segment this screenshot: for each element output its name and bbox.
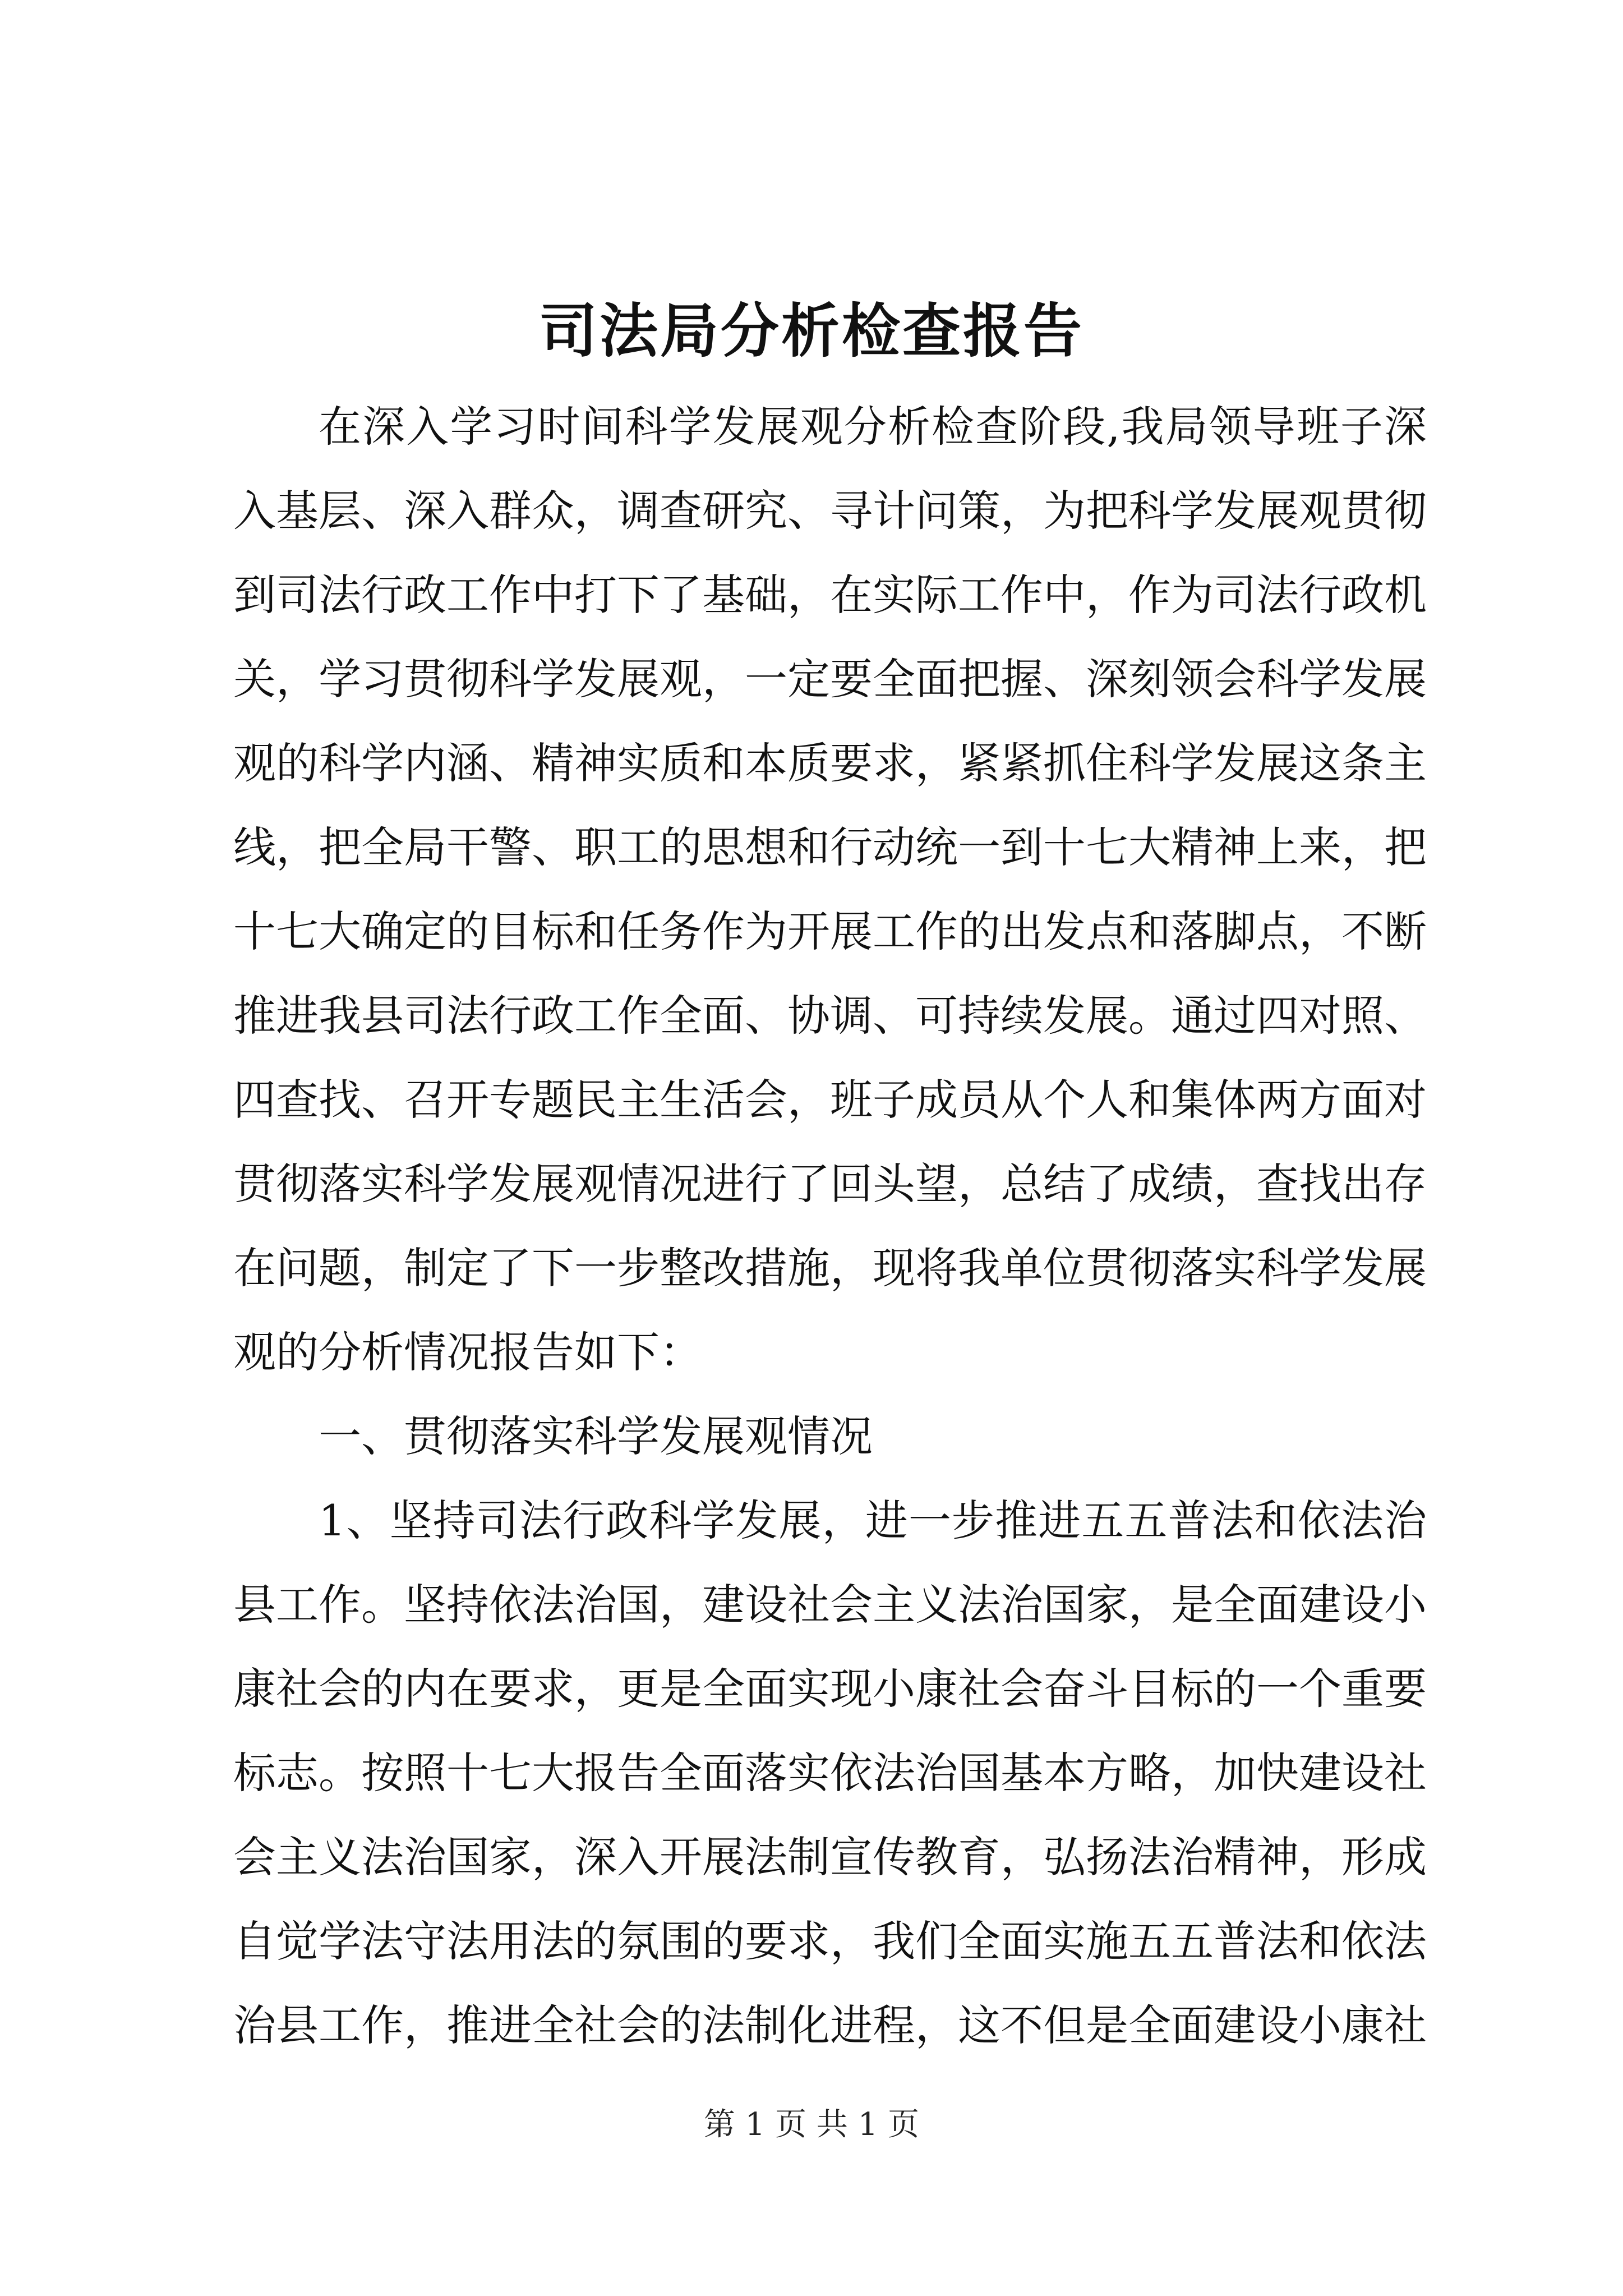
text-line: 标志。按照十七大报告全面落实依法治国基本方略，加快建设社 bbox=[233, 1748, 1427, 1798]
text-line: 关，学习贯彻科学发展观，一定要全面把握、深刻领会科学发展 bbox=[233, 654, 1427, 704]
text-line: 治县工作，推进全社会的法制化进程，这不但是全面建设小康社 bbox=[233, 2000, 1427, 2050]
text-line: 线，把全局干警、职工的思想和行动统一到十七大精神上来，把 bbox=[233, 822, 1427, 872]
text-line: 1、坚持司法行政科学发展，进一步推进五五普法和依法治 bbox=[319, 1496, 1427, 1545]
text-line: 贯彻落实科学发展观情况进行了回头望，总结了成绩，查找出存 bbox=[233, 1159, 1427, 1209]
section-heading: 一、贯彻落实科学发展观情况 bbox=[319, 1411, 873, 1461]
document-title: 司法局分析检查报告 bbox=[538, 296, 1084, 365]
text-line: 四查找、召开专题民主生活会，班子成员从个人和集体两方面对 bbox=[233, 1075, 1427, 1125]
text-line: 入基层、深入群众，调查研究、寻计问策，为把科学发展观贯彻 bbox=[233, 486, 1427, 536]
document-body bbox=[233, 385, 1427, 2068]
text-line: 观的科学内涵、精神实质和本质要求，紧紧抓住科学发展这条主 bbox=[233, 738, 1427, 788]
text-line: 康社会的内在要求，更是全面实现小康社会奋斗目标的一个重要 bbox=[233, 1664, 1427, 1714]
text-line: 在深入学习时间科学发展观分析检查阶段,我局领导班子深 bbox=[319, 402, 1427, 452]
text-line: 推进我县司法行政工作全面、协调、可持续发展。通过四对照、 bbox=[233, 991, 1427, 1041]
text-line: 十七大确定的目标和任务作为开展工作的出发点和落脚点，不断 bbox=[233, 907, 1427, 956]
text-line: 自觉学法守法用法的氛围的要求，我们全面实施五五普法和依法 bbox=[233, 1916, 1427, 1966]
text-line: 会主义法治国家，深入开展法制宣传教育，弘扬法治精神，形成 bbox=[233, 1832, 1427, 1882]
text-line: 县工作。坚持依法治国，建设社会主义法治国家，是全面建设小 bbox=[233, 1580, 1427, 1630]
page-footer: 第 1 页 共 1 页 bbox=[703, 2106, 920, 2143]
text-line: 到司法行政工作中打下了基础，在实际工作中，作为司法行政机 bbox=[233, 570, 1427, 620]
text-line: 观的分析情况报告如下： bbox=[233, 1327, 702, 1377]
text-line: 在问题，制定了下一步整改措施，现将我单位贯彻落实科学发展 bbox=[233, 1243, 1427, 1293]
